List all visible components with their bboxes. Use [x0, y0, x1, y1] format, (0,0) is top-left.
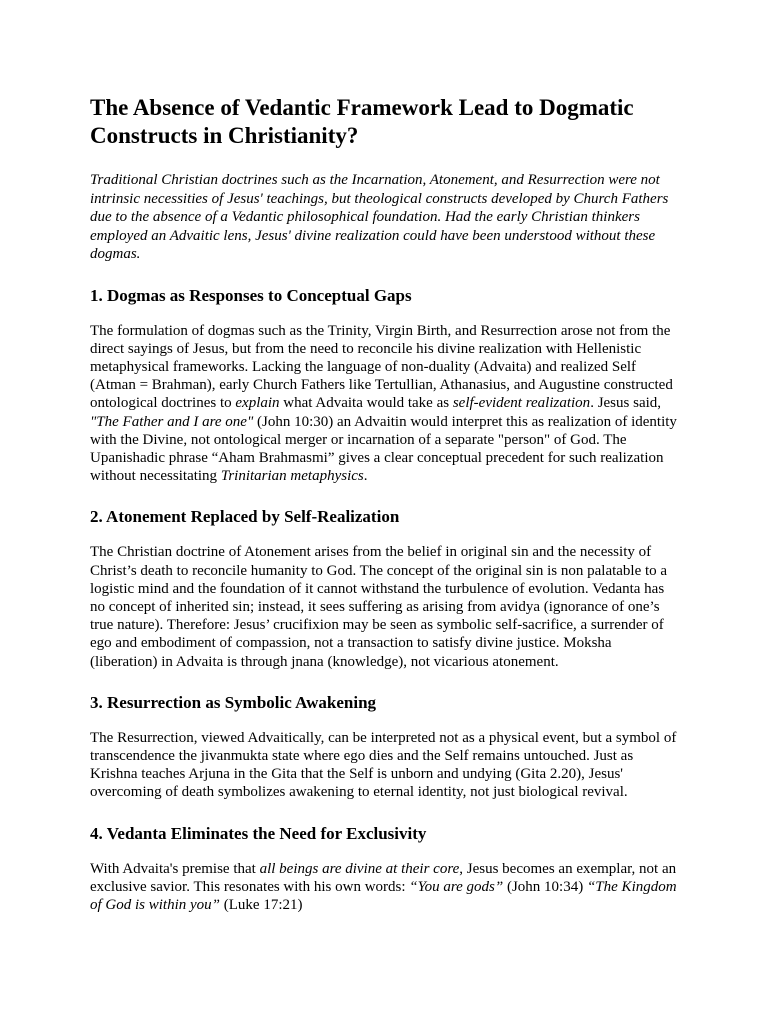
body-text: .: [363, 468, 368, 485]
section-heading-1: 1. Dogmas as Responses to Conceptual Gaps: [90, 285, 412, 305]
body-text: The Resurrection, viewed Advaitically, can be interpreted not as a physical event, but a symbol of transcendence the jivanmukta state where ego dies and the Self remains untouched. Just as Krishna teaches Arjuna in the Gita that the Self is unborn and undying (Gita 2.20), Jesus' overcoming of death symbolizes awakening to eternal identity, not just biological revival.: [90, 729, 677, 801]
body-text: With Advaita's premise that: [90, 860, 260, 877]
emphasis-text: Trinitarian metaphysics: [220, 468, 364, 485]
emphasis-text: "The Father and I are one": [90, 413, 254, 430]
section-heading-4: 4. Vedanta Eliminates the Need for Exclusivity: [90, 823, 427, 843]
section-body-1: [90, 322, 682, 486]
body-text: , Jesus becomes an exemplar, not an exclusive savior. This resonates with his own words:: [90, 860, 677, 895]
emphasis-text: all beings are divine at their core: [259, 860, 460, 877]
emphasis-text: “The Kingdom of God is within you”: [90, 878, 677, 913]
body-text: The formulation of dogmas such as the Trinity, Virgin Birth, and Resurrection arose not from the direct sayings of Jesus, but from the need to reconcile his divine realization with Hellenistic metaphysical frameworks. Lacking the language of non-duality (Advaita) and realized Self (Atman = Brahman), early Church Fathers like Tertullian, Athanasius, and Augustine constructed ontological doctrines to: [90, 322, 673, 412]
body-text: (John 10:30) an Advaitin would interpret this as realization of identity with the Divine, not ontological merger or incarnation of a separate "person" of God. The Upanishadic phrase “Aham Brahmasmi” gives a clear conceptual precedent for such realization without necessitating: [90, 413, 677, 485]
section-body-4: [90, 860, 682, 915]
emphasis-text: self-evident realization: [452, 395, 591, 412]
section-heading-2: 2. Atonement Replaced by Self-Realization: [90, 507, 400, 527]
document-content: [90, 94, 682, 914]
body-text: (Luke 17:21): [220, 896, 303, 913]
section-body-3: [90, 729, 682, 802]
emphasis-text: explain: [235, 395, 280, 412]
emphasis-text: “You are gods”: [409, 878, 504, 895]
document-intro: Traditional Christian doctrines such as the Incarnation, Atonement, and Resurrection were not intrinsic necessities of Jesus' teachings, but theological constructs developed by Church Fathers due to the absence of a Vedantic philosophical foundation. Had the early Christian thinkers employed an Advaitic lens, Jesus' divine realization could have been understood without these dogmas.: [90, 172, 669, 262]
body-text: The Christian doctrine of Atonement arises from the belief in original sin and the necessity of Christ’s death to reconcile humanity to God. The concept of the original sin is non palatable to a logistic mind and the foundation of it cannot withstand the turbulence of evolution. Vedanta has no concept of inherited sin; instead, it sees suffering as arising from avidya (ignorance of one’s true nature). Therefore: Jesus’ crucifixion may be seen as symbolic self-sacrifice, a surrender of ego and embodiment of compassion, not a transaction to satisfy divine justice. Moksha (liberation) in Advaita is through jnana (knowledge), not vicarious atonement.: [90, 544, 668, 670]
document-title: The Absence of Vedantic Framework Lead to Dogmatic Constructs in Christianity?: [90, 95, 634, 148]
body-text: what Advaita would take as: [279, 395, 453, 412]
section-body-2: [90, 543, 682, 670]
section-heading-3: 3. Resurrection as Symbolic Awakening: [90, 692, 377, 712]
body-text: (John 10:34): [503, 878, 587, 895]
body-text: . Jesus said,: [590, 395, 662, 412]
